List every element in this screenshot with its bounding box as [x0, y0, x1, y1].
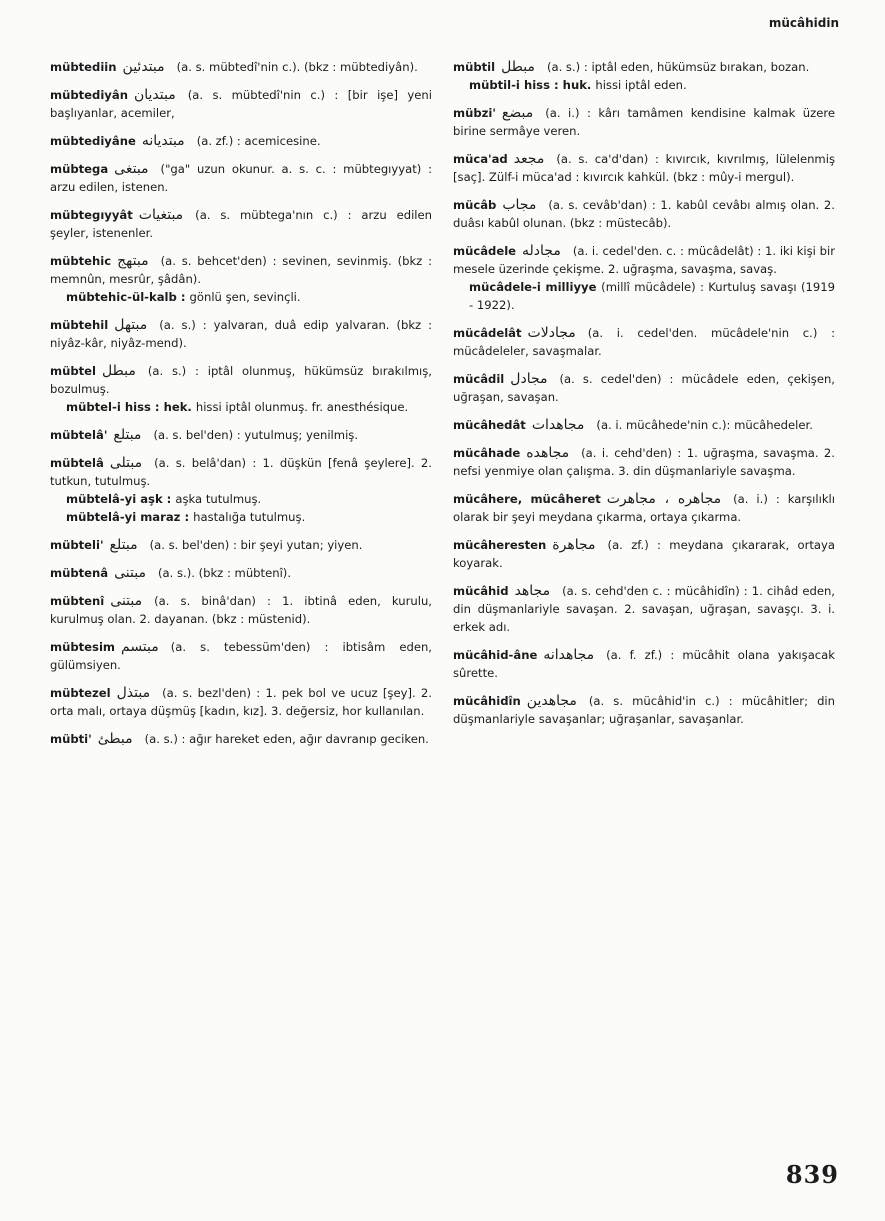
entry-arabic-script: مبتهج [117, 253, 149, 269]
entry-definition: (a. s. mübtedî'nin c.). (bkz : mübtediyân). [176, 60, 418, 74]
dictionary-entry [453, 324, 835, 360]
entry-definition: (a. zf.) : acemicesine. [196, 134, 321, 148]
dictionary-entry [453, 536, 835, 572]
dictionary-entry [50, 160, 432, 196]
entry-arabic-script: مبتلع [109, 537, 138, 553]
sub-entry-definition: aşka tutulmuş. [175, 492, 262, 506]
entry-headword: mübti' [50, 732, 92, 746]
left-column [50, 58, 432, 758]
entry-arabic-script: مبطئ [97, 731, 133, 747]
sub-entry-term: mübtelâ-yi maraz : [66, 510, 190, 524]
entry-definition: (a. s. ca'd'dan) : kıvırcık, kıvrılmış, lülelenmiş [saç]. Zülf-i müca'ad : kıvırcık kahkül. (bkz : mûy-i mergul). [453, 152, 835, 184]
dictionary-entry [453, 104, 835, 140]
entry-arabic-script: مبتلى [109, 455, 143, 471]
entry-headword: mübteli' [50, 538, 104, 552]
entry-headword: mübtegıyyât [50, 208, 133, 222]
sub-entry-term: mübtil-i hiss : huk. [469, 78, 592, 92]
dictionary-entry [50, 564, 432, 582]
entry-arabic-script: مجاهدات [531, 417, 585, 433]
dictionary-entry [453, 242, 835, 314]
entry-headword: mücâdil [453, 372, 505, 386]
sub-entry-term: mübtel-i hiss : hek. [66, 400, 192, 414]
entry-headword: mübtelâ [50, 456, 104, 470]
entry-definition: (a. s.) : yalvaran, duâ edip yalvaran. (bkz : niyâz-kâr, niyâz-mend). [50, 318, 432, 350]
entry-headword: mücâhade [453, 446, 521, 460]
entry-headword: mübtediyân [50, 88, 128, 102]
entry-definition: ("ga" uzun okunur. a. s. c. : mübtegıyyat) : arzu edilen, istenen. [50, 162, 432, 194]
entry-arabic-script: مجادل [510, 371, 548, 387]
entry-definition: (a. s.) : ağır hareket eden, ağır davranıp geciken. [144, 732, 429, 746]
entry-definition: (a. i. mücâhede'nin c.): mücâhedeler. [596, 418, 813, 432]
dictionary-entry [453, 692, 835, 728]
entry-headword: mübtezel [50, 686, 111, 700]
entry-arabic-script: مجاهده [526, 445, 570, 461]
entry-definition: (a. s. binâ'dan) : 1. ibtinâ eden, kurulu, kurulmuş olan. 2. dayanan. (bkz : müstenid). [50, 594, 432, 626]
entry-arabic-script: مجاب [502, 197, 537, 213]
entry-headword: mübtil [453, 60, 496, 74]
entry-definition: (a. i.) : karşılıklı olarak bir şeyi meydana çıkarma, ortaya çıkarma. [453, 492, 835, 524]
entry-arabic-script: مبتغى [114, 161, 149, 177]
entry-headword: mübtenâ [50, 566, 109, 580]
sub-entry [50, 490, 432, 508]
dictionary-entry [453, 58, 835, 94]
dictionary-entry [50, 86, 432, 122]
entry-definition: (a. s. cehd'den c. : mücâhidîn) : 1. cihâd eden, din düşmanlariyle savaşan. 2. savaşan, uğraşan, savaşçı. 3. i. erkek adı. [453, 584, 835, 634]
dictionary-entry [50, 684, 432, 720]
entry-arabic-script: مجاهد [514, 583, 551, 599]
sub-entry-term: mübtehic-ül-kalb : [66, 290, 186, 304]
sub-entry [50, 508, 432, 526]
dictionary-entry [453, 196, 835, 232]
sub-entry [50, 398, 432, 416]
dictionary-entry [50, 536, 432, 554]
entry-headword: mübtel [50, 364, 97, 378]
entry-definition: (a. s. bezl'den) : 1. pek bol ve ucuz [şey]. 2. orta malı, ortaya düşmüş [kadın, kız]. 3. değersiz, hor kullanılan. [50, 686, 432, 718]
entry-definition: (a. zf.) : meydana çıkararak, ortaya koyarak. [453, 538, 835, 570]
entry-headword: müca'ad [453, 152, 508, 166]
entry-headword: mücâhidîn [453, 694, 521, 708]
entry-arabic-script: مبتديان [133, 87, 176, 103]
entry-arabic-script: مجاهره ، مجاهرت [606, 491, 722, 507]
entry-headword: mücâhedât [453, 418, 526, 432]
entry-arabic-script: مبتهل [114, 317, 148, 333]
entry-arabic-script: مبتدئين [122, 59, 165, 75]
entry-headword: mücâdelât [453, 326, 522, 340]
entry-headword: mücâhid [453, 584, 509, 598]
entry-headword: mücâb [453, 198, 497, 212]
entry-definition: (a. s. bel'den) : bir şeyi yutan; yiyen. [149, 538, 363, 552]
page-number: 839 [785, 1160, 839, 1189]
entry-definition: (a. s.) : iptâl olunmuş, hükümsüz bırakılmış, bozulmuş. [50, 364, 432, 396]
running-head: mücâhidin [768, 16, 839, 30]
entry-definition: (a. s. mücâhid'in c.) : mücâhitler; din düşmanlariyle savaşanlar; uğraşanlar, savaşanlar. [453, 694, 835, 726]
entry-definition: (a. s. belâ'dan) : 1. düşkün [fenâ şeylere]. 2. tutkun, tutulmuş. [50, 456, 432, 488]
dictionary-entry [453, 490, 835, 526]
dictionary-entry [453, 150, 835, 186]
entry-headword: mübtediyâne [50, 134, 136, 148]
dictionary-entry [50, 730, 432, 748]
dictionary-entry [453, 582, 835, 636]
sub-entry-definition: gönlü şen, sevinçli. [189, 290, 301, 304]
dictionary-entry [50, 316, 432, 352]
entry-arabic-script: مجادلات [527, 325, 576, 341]
entry-definition: (a. s. tebessüm'den) : ibtisâm eden, gülümsiyen. [50, 640, 432, 672]
entry-headword: mübtehic [50, 254, 112, 268]
entry-arabic-script: مبتنى [110, 593, 143, 609]
entry-definition: (a. s. cevâb'dan) : 1. kabûl cevâbı almış olan. 2. duâsı kabûl olunan. (bkz : müstecâb). [453, 198, 835, 230]
entry-definition: (a. s. behcet'den) : sevinen, sevinmiş. (bkz : memnûn, mesrûr, şâdân). [50, 254, 432, 286]
dictionary-entry [453, 444, 835, 480]
entry-headword: mübzi' [453, 106, 496, 120]
sub-entry [50, 288, 432, 306]
entry-headword: mücâheresten [453, 538, 547, 552]
entry-headword: mübtesim [50, 640, 115, 654]
entry-arabic-script: مبطل [501, 59, 535, 75]
sub-entry-definition: hissi iptâl olunmuş. fr. anesthésique. [195, 400, 409, 414]
entry-definition: (a. f. zf.) : mücâhit olana yakışacak sûrette. [453, 648, 835, 680]
entry-arabic-script: مجاهرة [552, 537, 596, 553]
entry-headword: mübtelâ' [50, 428, 108, 442]
entry-arabic-script: مبتنى [114, 565, 146, 581]
entry-definition: (a. s. bel'den) : yutulmuş; yenilmiş. [153, 428, 359, 442]
dictionary-entry [50, 638, 432, 674]
dictionary-entry [50, 206, 432, 242]
right-column [453, 58, 835, 738]
entry-headword: mücâdele [453, 244, 517, 258]
dictionary-entry [50, 454, 432, 526]
sub-entry [453, 76, 835, 94]
entry-definition: (a. i.) : kârı tamâmen kendisine kalmak üzere birine sermâye veren. [453, 106, 835, 138]
entry-arabic-script: مبضع [501, 105, 534, 121]
entry-headword: mücâhid-âne [453, 648, 538, 662]
entry-arabic-script: مجعد [513, 151, 545, 167]
dictionary-entry [453, 370, 835, 406]
dictionary-entry [453, 646, 835, 682]
entry-headword: mübtega [50, 162, 109, 176]
entry-arabic-script: مبتلع [113, 427, 142, 443]
dictionary-entry [50, 132, 432, 150]
entry-definition: (a. i. cedel'den. c. : mücâdelât) : 1. iki kişi bir mesele üzerinde çekişme. 2. uğraşma, savaşma, savaş. [453, 244, 835, 276]
entry-definition: (a. i. cehd'den) : 1. uğraşma, savaşma. 2. nefsi yenmiye olan çalışma. 3. din düşmanlariyle savaşma. [453, 446, 835, 478]
entry-headword: mübtenî [50, 594, 105, 608]
entry-headword: mücâhere, mücâheret [453, 492, 601, 506]
sub-entry-definition: hissi iptâl eden. [595, 78, 687, 92]
entry-definition: (a. s.) : iptâl eden, hükümsüz bırakan, bozan. [546, 60, 810, 74]
entry-arabic-script: مبتذل [116, 685, 151, 701]
sub-entry-definition: (millî mücâdele) : Kurtuluş savaşı (1919 - 1922). [469, 280, 835, 312]
entry-arabic-script: مبتسم [121, 639, 159, 655]
entry-definition: (a. s. cedel'den) : mücâdele eden, çekişen, uğraşan, savaşan. [453, 372, 835, 404]
dictionary-entry [50, 58, 432, 76]
sub-entry-definition: hastalığa tutulmuş. [193, 510, 306, 524]
entry-arabic-script: مجاهدين [526, 693, 577, 709]
entry-arabic-script: مجادله [522, 243, 561, 259]
entry-definition: (a. i. cedel'den. mücâdele'nin c.) : mücâdeleler, savaşmalar. [453, 326, 835, 358]
entry-headword: mübtediin [50, 60, 117, 74]
sub-entry [453, 278, 835, 314]
dictionary-entry [50, 592, 432, 628]
entry-definition: (a. s. mübtedî'nin c.) : [bir işe] yeni başlıyanlar, acemiler, [50, 88, 432, 120]
dictionary-entry [50, 362, 432, 416]
entry-arabic-script: مجاهدانه [543, 647, 595, 663]
dictionary-entry [453, 416, 835, 434]
entry-definition: (a. s.). (bkz : mübtenî). [157, 566, 292, 580]
entry-arabic-script: مبتغيات [138, 207, 184, 223]
entry-definition: (a. s. mübtega'nın c.) : arzu edilen şeyler, istenenler. [50, 208, 432, 240]
sub-entry-term: mücâdele-i milliyye [469, 280, 597, 294]
entry-arabic-script: مبطل [102, 363, 136, 379]
entry-arabic-script: مبتديانه [141, 133, 185, 149]
sub-entry-term: mübtelâ-yi aşk : [66, 492, 172, 506]
entry-headword: mübtehil [50, 318, 109, 332]
dictionary-entry [50, 426, 432, 444]
dictionary-entry [50, 252, 432, 306]
